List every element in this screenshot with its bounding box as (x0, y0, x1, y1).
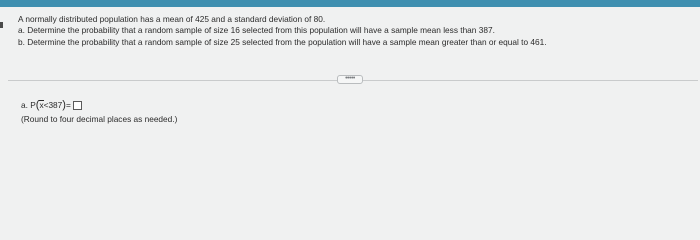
answer-line-a (21, 99, 177, 111)
top-accent-bar (0, 0, 700, 7)
answer-area (21, 99, 177, 125)
answer-condition: <387 (43, 100, 63, 110)
left-edge-marker (0, 22, 3, 28)
equals-sign: = (65, 100, 71, 110)
question-part-b: b. Determine the probability that a random sample of size 25 selected from the population will have a sample mean greater than or equal to 461. (18, 36, 547, 47)
rounding-hint: (Round to four decimal places as needed.) (21, 114, 178, 124)
answer-prefix: a. P (21, 100, 36, 110)
answer-input-box[interactable] (73, 101, 82, 110)
question-part-a: a. Determine the probability that a random sample of size 16 selected from this population will have a sample mean less than 387. (18, 25, 495, 36)
open-paren: ( (35, 98, 40, 111)
show-more-button[interactable]: ••••• (337, 75, 363, 84)
question-intro: A normally distributed population has a mean of 425 and a standard deviation of 80. (18, 14, 326, 24)
close-paren: ) (62, 98, 66, 111)
x-bar-symbol: x (39, 100, 44, 110)
question-text (18, 14, 688, 48)
